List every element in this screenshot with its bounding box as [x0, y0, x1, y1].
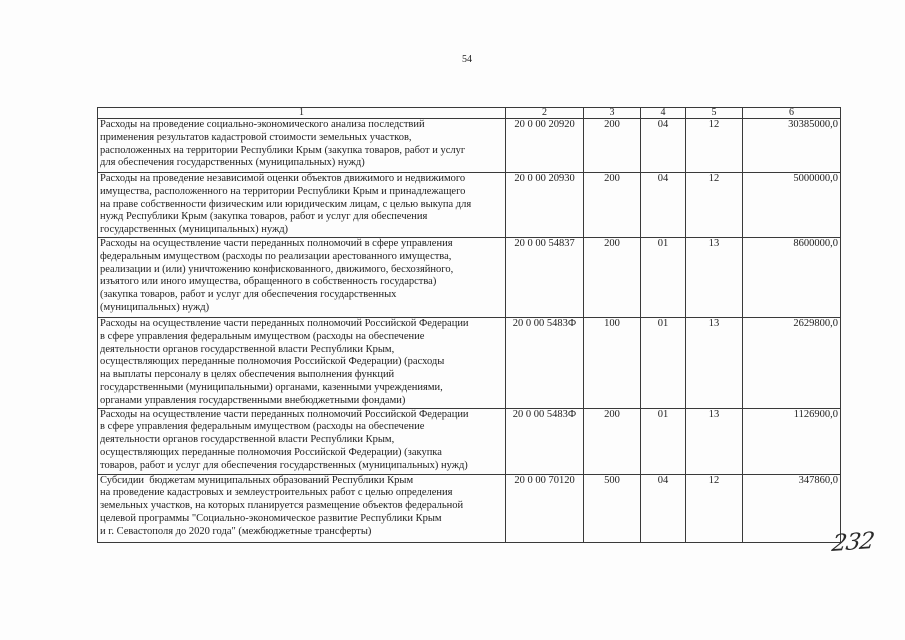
- section-cell: 04: [641, 119, 686, 173]
- budget-code-cell: 20 0 00 54837: [506, 237, 584, 317]
- amount-cell: 30385000,0: [743, 119, 841, 173]
- amount-cell: 347860,0: [743, 474, 841, 542]
- description-line: расположенных на территории Республики Крым (закупка товаров, работ и услуг: [100, 144, 466, 156]
- section-cell: 04: [641, 173, 686, 238]
- description-line: Расходы на проведение независимой оценки объектов движимого и недвижимого: [100, 173, 466, 184]
- description-line: применения результатов кадастровой стоимости земельных участков,: [100, 131, 412, 143]
- budget-code-cell: 20 0 00 20930: [506, 173, 584, 238]
- table-header-row: [98, 108, 841, 119]
- description-line: (закупка товаров, работ и услуг для обеспечения государственных: [100, 289, 397, 301]
- expense-type-cell: 500: [584, 474, 641, 542]
- description-line: для обеспечения государственных (муниципальных) нужд): [100, 157, 365, 169]
- description-cell: [98, 237, 506, 317]
- expense-type-cell: 200: [584, 173, 641, 238]
- description-line: (муниципальных) нужд): [100, 301, 210, 313]
- description-line: деятельности органов государственной власти Республики Крым,: [100, 343, 395, 355]
- subsection-cell: 12: [686, 173, 743, 238]
- description-line: Расходы на осуществление части переданных полномочий Российской Федерации: [100, 408, 469, 420]
- description-line: федеральным имуществом (расходы по реализации арестованного имущества,: [100, 250, 452, 262]
- description-line: Расходы на осуществление части переданных полномочий Российской Федерации: [100, 317, 469, 329]
- amount-cell: 5000000,0: [743, 173, 841, 238]
- section-cell: 04: [641, 474, 686, 542]
- description-cell: [98, 317, 506, 408]
- description-line: органами управления государственными внебюджетными фондами): [100, 394, 406, 406]
- handwritten-page-number: 232: [830, 528, 876, 557]
- description-line: государственных (муниципальных) нужд): [100, 224, 289, 236]
- expense-type-cell: 200: [584, 408, 641, 474]
- column-header-6: 6: [743, 108, 841, 119]
- section-cell: 01: [641, 317, 686, 408]
- amount-cell: 2629800,0: [743, 317, 841, 408]
- table-body: [98, 119, 841, 543]
- description-line: изъятого или иного имущества, обращенного в собственность государства): [100, 276, 437, 288]
- page-number: 54: [462, 54, 472, 65]
- table-row: [98, 408, 841, 474]
- table-row: [98, 173, 841, 238]
- description-line: целевой программы "Социально-экономическое развитие Республики Крым: [100, 512, 442, 524]
- subsection-cell: 13: [686, 408, 743, 474]
- description-line: на выплаты персоналу в целях обеспечения выполнения функций: [100, 369, 395, 381]
- description-cell: [98, 119, 506, 173]
- description-line: государственными (муниципальными) органами, казенными учреждениями,: [100, 381, 443, 393]
- description-cell: [98, 173, 506, 238]
- subsection-cell: 12: [686, 119, 743, 173]
- table-row: [98, 237, 841, 317]
- description-line: на проведение кадастровых и землеустроительных работ с целью определения: [100, 487, 453, 499]
- column-header-3: 3: [584, 108, 641, 119]
- description-line: товаров, работ и услуг для обеспечения государственных (муниципальных) нужд): [100, 459, 468, 471]
- subsection-cell: 13: [686, 317, 743, 408]
- expense-type-cell: 100: [584, 317, 641, 408]
- description-line: земельных участков, на которых планируется размещение объектов федеральной: [100, 500, 464, 512]
- budget-code-cell: 20 0 00 70120: [506, 474, 584, 542]
- amount-cell: 8600000,0: [743, 237, 841, 317]
- description-line: Расходы на проведение социально-экономического анализа последствий: [100, 119, 425, 130]
- column-header-2: 2: [506, 108, 584, 119]
- description-line: осуществляющих переданные полномочия Российской Федерации) (закупка: [100, 446, 442, 458]
- budget-code-cell: 20 0 00 20920: [506, 119, 584, 173]
- column-header-1: 1: [98, 108, 506, 119]
- description-line: реализации и (или) уничтожению конфискованного, движимого, бесхозяйного,: [100, 263, 454, 275]
- section-cell: 01: [641, 408, 686, 474]
- column-header-5: 5: [686, 108, 743, 119]
- table-row: [98, 474, 841, 542]
- budget-code-cell: 20 0 00 5483Ф: [506, 408, 584, 474]
- description-cell: [98, 408, 506, 474]
- section-cell: 01: [641, 237, 686, 317]
- expense-type-cell: 200: [584, 237, 641, 317]
- subsection-cell: 12: [686, 474, 743, 542]
- description-line: деятельности органов государственной власти Республики Крым,: [100, 434, 395, 446]
- description-line: в сфере управления федеральным имуществом (расходы на обеспечение: [100, 421, 425, 433]
- expense-type-cell: 200: [584, 119, 641, 173]
- column-header-4: 4: [641, 108, 686, 119]
- subsection-cell: 13: [686, 237, 743, 317]
- budget-code-cell: 20 0 00 5483Ф: [506, 317, 584, 408]
- description-line: осуществляющих переданные полномочия Российской Федерации) (расходы: [100, 356, 445, 368]
- table-row: [98, 119, 841, 173]
- description-line: нужд Республики Крым (закупка товаров, работ и услуг для обеспечения: [100, 211, 428, 223]
- description-line: в сфере управления федеральным имуществом (расходы на обеспечение: [100, 330, 425, 342]
- description-cell: [98, 474, 506, 542]
- table-row: [98, 317, 841, 408]
- description-line: и г. Севастополя до 2020 года" (межбюджетные трансферты): [100, 525, 372, 537]
- amount-cell: 1126900,0: [743, 408, 841, 474]
- description-line: имущества, расположенного на территории Республики Крым и принадлежащего: [100, 185, 466, 197]
- description-line: Расходы на осуществление части переданных полномочий в сфере управления: [100, 237, 453, 249]
- description-line: Субсидии бюджетам муниципальных образований Республики Крым: [100, 474, 414, 486]
- description-line: на праве собственности физическим или юридическим лицам, с целью выкупа для: [100, 198, 472, 210]
- budget-table: [97, 107, 841, 543]
